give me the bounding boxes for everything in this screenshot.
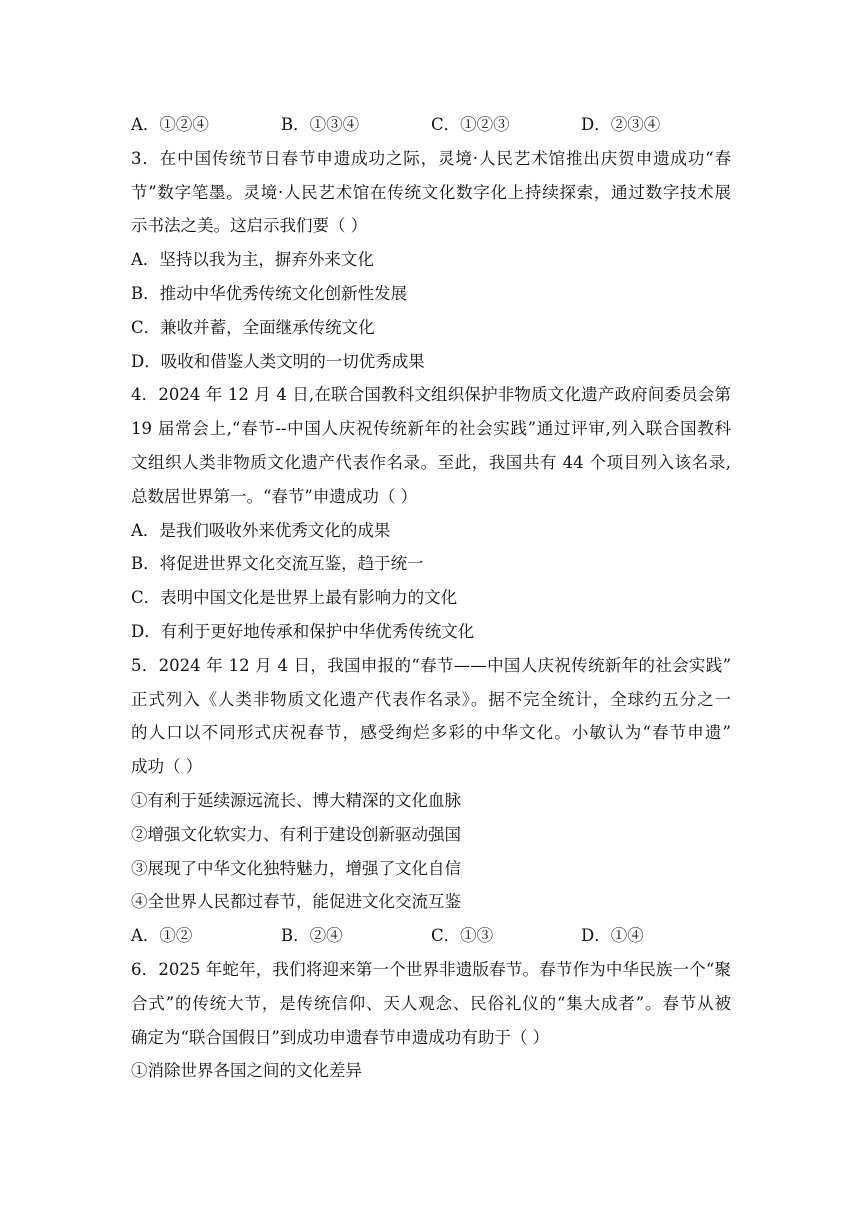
option-c: C．①③: [431, 926, 494, 946]
option-d: D．吸收和借鉴人类文明的一切优秀成果: [131, 351, 425, 371]
question-content: [131, 108, 731, 1088]
statement-4: ④全世界人民都过春节，能促进文化交流互鉴: [131, 892, 461, 912]
option-a: A．是我们吸收外来优秀文化的成果: [131, 520, 391, 540]
option-c: C．表明中国文化是世界上最有影响力的文化: [131, 588, 458, 608]
question-stem-line: 的人口以不同形式庆祝春节，感受绚烂多彩的中华文化。小敏认为“春节申遗”: [131, 723, 731, 743]
option-b: B．将促进世界文化交流互鉴，趋于统一: [131, 554, 424, 574]
option-a: A．①②: [131, 926, 193, 946]
question-stem-line: 5．2024 年 12 月 4 日，我国申报的“春节——中国人庆祝传统新年的社会实践”: [131, 655, 731, 675]
prev-question-options: [131, 108, 731, 142]
option-c: C．兼收并蓄，全面继承传统文化: [131, 317, 375, 337]
question-stem-line: 文组织人类非物质文化遗产代表作名录。至此，我国共有 44 个项目列入该名录,: [131, 452, 731, 472]
statement-1: ①消除世界各国之间的文化差异: [131, 1061, 362, 1081]
statement-2: ②增强文化软实力、有利于建设创新驱动强国: [131, 824, 461, 844]
option-b: B．①③④: [281, 115, 360, 134]
option-b: B．②④: [281, 926, 343, 946]
question-5: [131, 649, 731, 953]
question-6: [131, 953, 731, 1088]
question-stem-line: 6．2025 年蛇年，我们将迎来第一个世界非遗版春节。春节作为中华民族一个“聚: [131, 959, 731, 979]
option-d: D．①④: [581, 926, 644, 946]
question-stem-line: 3．在中国传统节日春节申遗成功之际，灵境·人民艺术馆推出庆贺申遗成功“春: [131, 148, 731, 168]
statement-3: ③展现了中华文化独特魅力，增强了文化自信: [131, 858, 461, 878]
option-d: D．有利于更好地传承和保护中华优秀传统文化: [131, 621, 475, 641]
question-stem-line: 成功（ ）: [131, 757, 203, 777]
question-5-options: [131, 919, 731, 953]
statement-1: ①有利于延续源远流长、博大精深的文化血脉: [131, 790, 461, 810]
question-stem-line: 合式”的传统大节，是传统信仰、天人观念、民俗礼仪的“集大成者”。春节从被: [131, 993, 731, 1013]
question-stem-line: 19 届常会上,“春节--中国人庆祝传统新年的社会实践”通过评审,列入联合国教科: [131, 419, 731, 439]
question-stem-line: 节”数字笔墨。灵境·人民艺术馆在传统文化数字化上持续探索，通过数字技术展: [131, 182, 731, 202]
question-3: [131, 142, 731, 379]
question-4: [131, 378, 731, 648]
option-b: B．推动中华优秀传统文化创新性发展: [131, 283, 408, 303]
question-stem-line: 4．2024 年 12 月 4 日,在联合国教科文组织保护非物质文化遗产政府间委员会第: [131, 385, 731, 405]
option-a: A．①②④: [131, 115, 209, 134]
option-d: D．②③④: [581, 115, 661, 134]
question-stem-line: 正式列入《人类非物质文化遗产代表作名录》。据不完全统计，全球约五分之一: [131, 689, 731, 709]
question-stem-line: 总数居世界第一。“春节”申遗成功（ ）: [131, 486, 418, 506]
question-stem-line: 确定为“联合国假日”到成功申遗春节申遗成功有助于（ ）: [131, 1027, 550, 1047]
question-stem-line: 示书法之美。这启示我们要（ ）: [131, 216, 368, 236]
option-a: A．坚持以我为主，摒弃外来文化: [131, 250, 374, 270]
option-c: C．①②③: [431, 115, 510, 134]
